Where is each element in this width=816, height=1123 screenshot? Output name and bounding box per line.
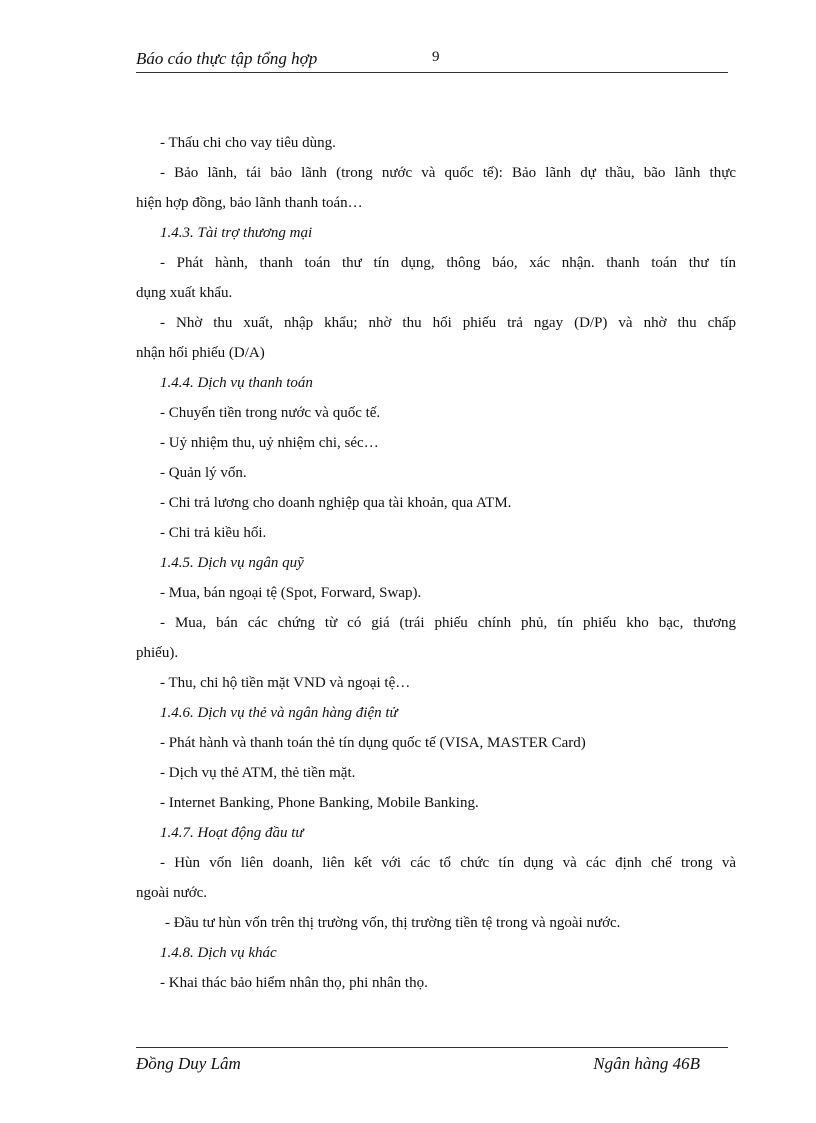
text-line: phiếu). [136, 645, 179, 661]
text-line: - Bảo lãnh, tái bảo lãnh (trong nước và quốc tế): Bảo lãnh dự thầu, bão lãnh thực [160, 165, 736, 181]
section-heading: 1.4.7. Hoạt động đầu tư [160, 825, 304, 841]
text-line: - Hùn vốn liên doanh, liên kết với các tổ chức tín dụng và các định chế trong và [160, 855, 736, 871]
text-line: - Khai thác bảo hiểm nhân thọ, phi nhân thọ. [160, 975, 428, 991]
text-line: - Chi trả lương cho doanh nghiệp qua tài khoản, qua ATM. [160, 495, 512, 511]
footer-class: Ngân hàng 46B [593, 1054, 700, 1073]
section-heading: 1.4.5. Dịch vụ ngân quỹ [160, 555, 304, 571]
text-line: hiện hợp đồng, bảo lãnh thanh toán… [136, 195, 363, 211]
text-line: - Nhờ thu xuất, nhập khẩu; nhờ thu hối phiếu trả ngay (D/P) và nhờ thu chấp [160, 315, 736, 331]
text-line: - Quản lý vốn. [160, 465, 247, 481]
text-line: - Uỷ nhiệm thu, uỷ nhiệm chi, séc… [160, 435, 379, 451]
text-line: - Internet Banking, Phone Banking, Mobile Banking. [160, 795, 479, 811]
text-line: - Mua, bán các chứng từ có giá (trái phiếu chính phủ, tín phiếu kho bạc, thương [160, 615, 736, 631]
text-line: - Mua, bán ngoại tệ (Spot, Forward, Swap). [160, 585, 422, 601]
footer-author: Đồng Duy Lâm [136, 1054, 241, 1073]
section-heading: 1.4.4. Dịch vụ thanh toán [160, 375, 313, 391]
section-heading: 1.4.8. Dịch vụ khác [160, 945, 277, 961]
text-line: - Phát hành, thanh toán thư tín dụng, thông báo, xác nhận. thanh toán thư tín [160, 255, 736, 271]
page-footer [136, 1047, 728, 1073]
text-line: - Thấu chi cho vay tiêu dùng. [160, 135, 336, 151]
text-line: - Thu, chi hộ tiền mặt VND và ngoại tệ… [160, 675, 411, 691]
text-line: dụng xuất khẩu. [136, 285, 233, 301]
text-line: - Đầu tư hùn vốn trên thị trường vốn, thị trường tiền tệ trong và ngoài nước. [165, 915, 621, 931]
text-line: nhận hối phiếu (D/A) [136, 345, 265, 361]
page-number: 9 [432, 49, 440, 65]
page-header [136, 48, 728, 73]
header-title: Báo cáo thực tập tổng hợp [136, 49, 318, 68]
text-line: - Phát hành và thanh toán thẻ tín dụng quốc tế (VISA, MASTER Card) [160, 735, 586, 751]
document-body [136, 128, 736, 998]
text-line: - Dịch vụ thẻ ATM, thẻ tiền mặt. [160, 765, 356, 781]
text-line: ngoài nước. [136, 885, 208, 901]
text-line: - Chi trả kiều hối. [160, 525, 267, 541]
section-heading: 1.4.3. Tài trợ thương mại [160, 225, 313, 241]
section-heading: 1.4.6. Dịch vụ thẻ và ngân hàng điện tử [160, 705, 398, 721]
text-line: - Chuyển tiền trong nước và quốc tế. [160, 405, 381, 421]
